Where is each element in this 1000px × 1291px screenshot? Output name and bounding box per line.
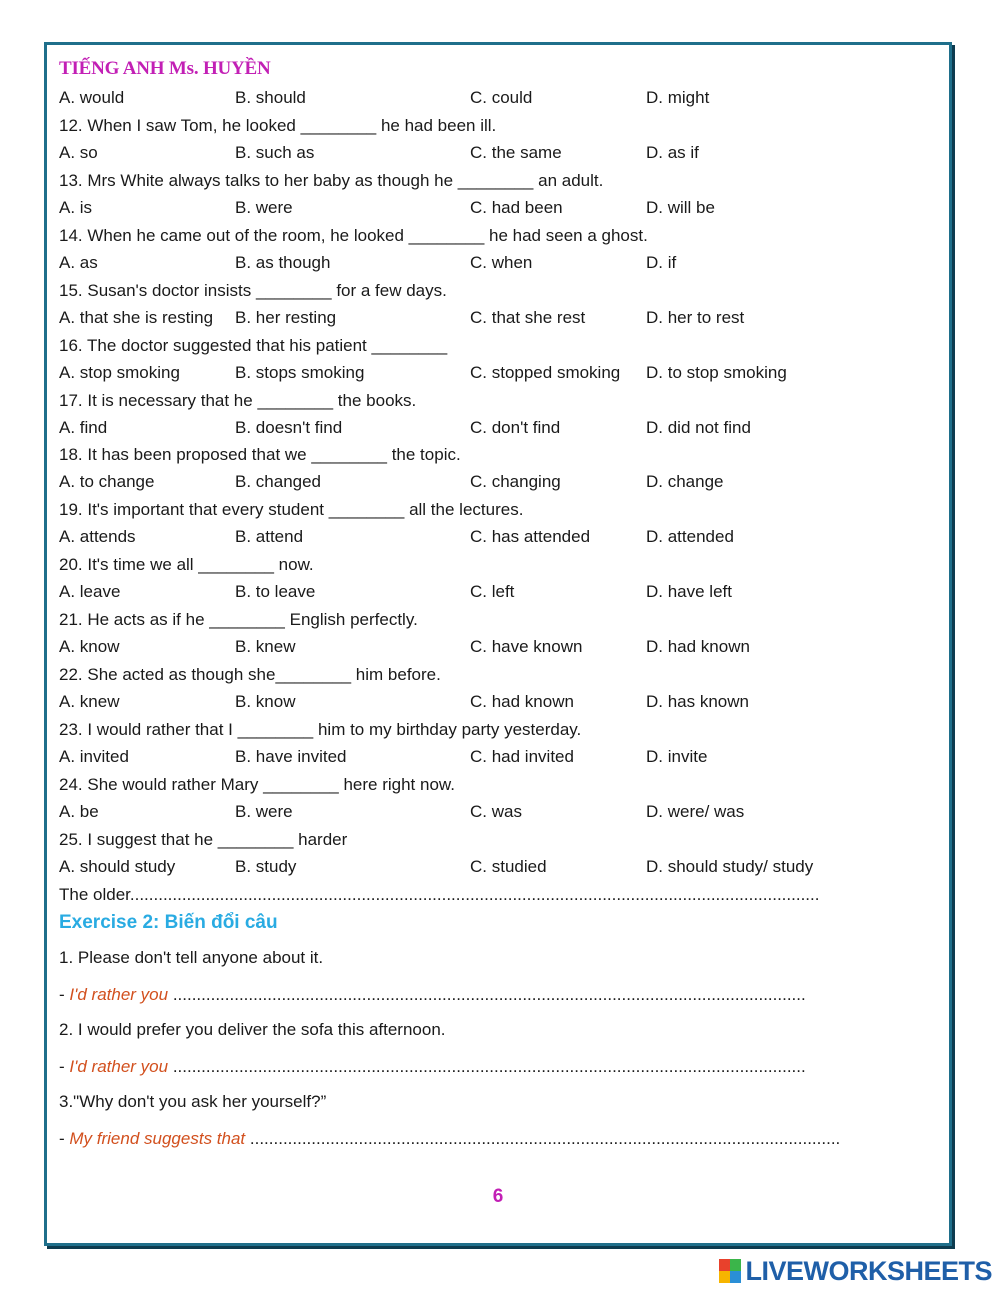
option-c: C. had known: [470, 692, 574, 711]
question-text: 18. It has been proposed that we ________ the topic.: [59, 445, 461, 464]
q11-option-a: A. would: [59, 88, 125, 107]
option-c: C. stopped smoking: [470, 363, 621, 382]
option-a: A. leave: [59, 582, 121, 601]
answer-line: [59, 985, 897, 1005]
question-text: 15. Susan's doctor insists ________ for a few days.: [59, 281, 447, 300]
option-d: D. has known: [646, 692, 749, 711]
option-d: D. if: [646, 253, 677, 272]
option-b: B. doesn't find: [235, 418, 343, 437]
question-text: 17. It is necessary that he ________ the books.: [59, 391, 417, 410]
option-c: C. when: [470, 253, 533, 272]
question-text: 14. When he came out of the room, he looked ________ he had seen a ghost.: [59, 226, 648, 245]
option-c: C. have known: [470, 637, 583, 656]
option-d: D. her to rest: [646, 308, 745, 327]
question-text: 16. The doctor suggested that his patient ________: [59, 336, 448, 355]
older-line: The older..................................................................................................................................................: [59, 885, 820, 904]
option-b: B. her resting: [235, 308, 337, 327]
option-d: D. to stop smoking: [646, 363, 787, 382]
answer-blank: .............................................................................................................................: [245, 1129, 841, 1148]
option-b: B. as though: [235, 253, 331, 272]
brand-text: LIVEWORKSHEETS: [745, 1255, 992, 1286]
liveworksheets-icon: [719, 1259, 741, 1283]
option-d: D. change: [646, 472, 724, 491]
option-b: B. were: [235, 198, 293, 217]
answer-line: [59, 1057, 897, 1077]
answer-blank: ......................................................................................................................................: [168, 985, 806, 1004]
option-b: B. know: [235, 692, 296, 711]
option-a: A. is: [59, 198, 93, 217]
option-d: D. will be: [646, 198, 715, 217]
option-b: B. changed: [235, 472, 322, 491]
answer-blank: ......................................................................................................................................: [168, 1057, 806, 1076]
option-a: A. know: [59, 637, 120, 656]
option-d: D. did not find: [646, 418, 751, 437]
question-text: 13. Mrs White always talks to her baby as though he ________ an adult.: [59, 171, 604, 190]
option-d: D. should study/ study: [646, 857, 814, 876]
option-b: B. were: [235, 802, 293, 821]
exercise-2-title: Exercise 2: Biến đổi câu: [59, 912, 278, 933]
option-b: B. study: [235, 857, 297, 876]
question-text: 24. She would rather Mary ________ here right now.: [59, 775, 455, 794]
question-text: 23. I would rather that I ________ him to my birthday party yesterday.: [59, 720, 582, 739]
question-text: 22. She acted as though she________ him before.: [59, 665, 441, 684]
option-a: A. stop smoking: [59, 363, 180, 382]
option-c: C. had invited: [470, 747, 574, 766]
q11-option-d: D. might: [646, 88, 710, 107]
icon-tile: [719, 1271, 730, 1283]
option-c: C. had been: [470, 198, 563, 217]
option-a: A. so: [59, 143, 98, 162]
option-a: A. attends: [59, 527, 136, 546]
q11-option-c: C. could: [470, 88, 533, 107]
option-c: C. the same: [470, 143, 562, 162]
answer-prompt: I'd rather you: [69, 985, 169, 1004]
answer-line: [59, 1129, 897, 1149]
option-b: B. stops smoking: [235, 363, 365, 382]
option-c: C. don't find: [470, 418, 561, 437]
option-c: C. left: [470, 582, 515, 601]
answer-dash: -: [59, 1129, 70, 1148]
option-c: C. changing: [470, 472, 561, 491]
option-a: A. knew: [59, 692, 120, 711]
question-text: 21. He acts as if he ________ English perfectly.: [59, 610, 418, 629]
option-d: D. attended: [646, 527, 734, 546]
answer-dash: -: [59, 985, 70, 1004]
option-a: A. that she is resting: [59, 308, 214, 327]
option-c: C. was: [470, 802, 522, 821]
exercise-2-sentence: 1. Please don't tell anyone about it.: [59, 948, 324, 967]
answer-dash: -: [59, 1057, 70, 1076]
option-a: A. to change: [59, 472, 155, 491]
option-b: B. such as: [235, 143, 315, 162]
icon-tile: [719, 1259, 730, 1271]
question-text: 19. It's important that every student ________ all the lectures.: [59, 500, 524, 519]
option-c: C. has attended: [470, 527, 591, 546]
icon-tile: [730, 1259, 741, 1271]
option-a: A. should study: [59, 857, 176, 876]
option-a: A. invited: [59, 747, 129, 766]
option-d: D. invite: [646, 747, 708, 766]
liveworksheets-logo: [719, 1256, 992, 1286]
option-b: B. attend: [235, 527, 304, 546]
icon-tile: [730, 1271, 741, 1283]
answer-prompt: I'd rather you: [69, 1057, 169, 1076]
q11-option-b: B. should: [235, 88, 306, 107]
answer-prompt: My friend suggests that: [69, 1129, 246, 1148]
header-title: TIẾNG ANH Ms. HUYỀN: [59, 58, 271, 79]
option-d: D. have left: [646, 582, 732, 601]
question-text: 12. When I saw Tom, he looked ________ he had been ill.: [59, 116, 497, 135]
option-a: A. find: [59, 418, 108, 437]
option-a: A. as: [59, 253, 98, 272]
option-b: B. knew: [235, 637, 296, 656]
option-d: D. as if: [646, 143, 699, 162]
option-c: C. that she rest: [470, 308, 586, 327]
option-d: D. were/ was: [646, 802, 745, 821]
option-c: C. studied: [470, 857, 547, 876]
exercise-2-sentence: 3."Why don't you ask her yourself?”: [59, 1092, 327, 1111]
option-d: D. had known: [646, 637, 750, 656]
option-a: A. be: [59, 802, 99, 821]
question-text: 25. I suggest that he ________ harder: [59, 830, 348, 849]
option-b: B. have invited: [235, 747, 347, 766]
question-text: 20. It's time we all ________ now.: [59, 555, 314, 574]
exercise-2-sentence: 2. I would prefer you deliver the sofa this afternoon.: [59, 1020, 446, 1039]
page-number: 6: [492, 1186, 504, 1207]
option-b: B. to leave: [235, 582, 316, 601]
